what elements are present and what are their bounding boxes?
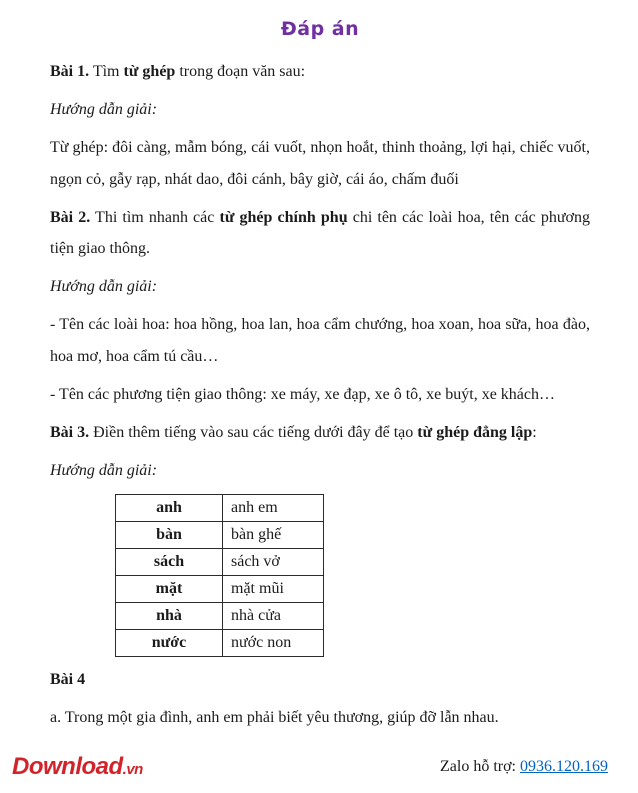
table-cell-key: nhà: [116, 603, 223, 630]
exercise-2-keyword: từ ghép chính phụ: [219, 208, 348, 226]
table-cell-value: bàn ghế: [223, 522, 324, 549]
table-row: [116, 576, 324, 603]
zalo-support: [440, 758, 608, 776]
table-cell-value: nước non: [223, 630, 324, 657]
compound-words-table: [115, 494, 324, 657]
page-footer: [12, 753, 608, 781]
table-cell-value: anh em: [223, 495, 324, 522]
support-phone-link[interactable]: 0936.120.169: [520, 758, 608, 775]
exercise-2-answer-vehicles: - Tên các phương tiện giao thông: xe máy, xe đạp, xe ô tô, xe buýt, xe khách…: [50, 385, 555, 403]
guide-label-1: Hướng dẫn giải:: [50, 101, 158, 119]
table-cell-key: bàn: [116, 522, 223, 549]
download-vn-logo: [12, 753, 143, 781]
table-cell-value: sách vở: [223, 549, 324, 576]
exercise-2-text-end: chi tên các loài hoa, tên các phương tiện giao thông.: [50, 208, 591, 257]
table-row: [116, 549, 324, 576]
exercise-3-label: Bài 3.: [50, 423, 90, 441]
page-title: Đáp án: [280, 18, 360, 40]
support-label: Zalo hỗ trợ:: [440, 758, 520, 775]
exercise-2-answer-flowers: - Tên các loài hoa: hoa hồng, hoa lan, hoa cẩm chướng, hoa xoan, hoa sữa, hoa đào, hoa mơ, hoa cẩm tú cầu…: [50, 316, 590, 365]
exercise-2-text: Thi tìm nhanh các: [90, 208, 220, 226]
exercise-2-heading: [50, 202, 590, 264]
exercise-1-text: Tìm: [89, 63, 124, 80]
exercise-1-label: Bài 1.: [50, 63, 90, 80]
logo-suffix-text: .vn: [122, 761, 143, 778]
table-row: [116, 630, 324, 657]
exercise-4-answer-a: a. Trong một gia đình, anh em phải biết yêu thương, giúp đỡ lẫn nhau.: [50, 709, 499, 727]
exercise-1-keyword: từ ghép: [123, 63, 176, 80]
table-cell-value: mặt mũi: [223, 576, 324, 603]
logo-main-text: Download: [12, 753, 123, 780]
exercise-3-text-end: :: [532, 423, 537, 441]
exercise-3-keyword: từ ghép đẳng lập: [417, 423, 533, 441]
table-cell-key: anh: [116, 495, 223, 522]
guide-label-2: Hướng dẫn giải:: [50, 278, 158, 296]
table-cell-key: sách: [116, 549, 223, 576]
table-cell-value: nhà cửa: [223, 603, 324, 630]
exercise-3-text: Điền thêm tiếng vào sau các tiếng dưới đây để tạo: [89, 423, 418, 441]
table-row: [116, 522, 324, 549]
exercise-4-label: Bài 4: [50, 671, 86, 689]
exercise-1-answer: Từ ghép: đôi càng, mẫm bóng, cái vuốt, nhọn hoắt, thinh thoảng, lợi hại, chiếc vuốt, ngọn cỏ, gẫy rạp, nhát dao, đôi cánh, bây giờ, cái áo, chấm đuối: [50, 139, 590, 188]
guide-label-3: Hướng dẫn giải:: [50, 462, 158, 480]
exercise-2-label: Bài 2.: [50, 208, 91, 226]
table-cell-key: nước: [116, 630, 223, 657]
table-row: [116, 495, 324, 522]
exercise-4-heading: [50, 664, 590, 695]
exercise-1-text-end: trong đoạn văn sau:: [175, 63, 306, 80]
table-cell-key: mặt: [116, 576, 223, 603]
table-row: [116, 603, 324, 630]
exercise-1-heading: [50, 56, 590, 87]
exercise-3-heading: [50, 417, 590, 448]
